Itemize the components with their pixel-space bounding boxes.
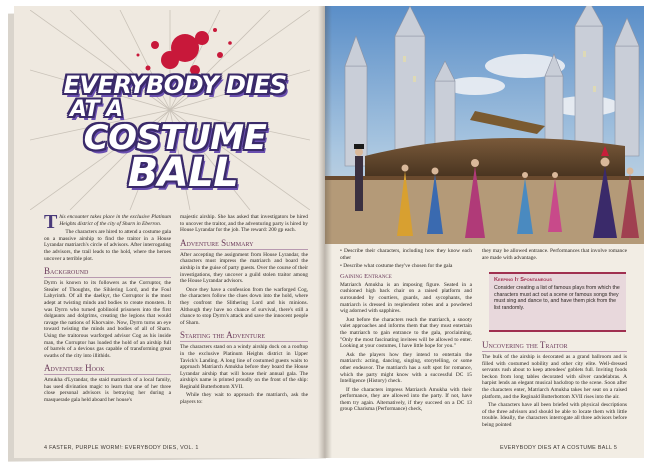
intro-paragraph: This encounter takes place in the exclusive Platinum Heights district of the city of Sharn in Eberron. <box>44 211 171 233</box>
drop-cap: T <box>44 211 58 233</box>
right-column-2 <box>482 248 627 263</box>
paragraph: Amukha d'Lyrandar, the staid matriarch of a local family, has used divination magic to learn that one of her three close personal advisors is betraying her during a masquerade gala held aboard her house's <box>44 377 171 404</box>
left-column-2 <box>180 214 308 408</box>
title-line-3: COSTUME <box>83 118 267 158</box>
adventure-title <box>60 71 290 196</box>
left-page-footer: 4 FASTER, PURPLE WORM!: EVERYBODY DIES, VOL. 1 <box>44 445 199 451</box>
right-column-1 <box>340 248 472 415</box>
heading-adventure-summary: Adventure Summary <box>180 238 308 250</box>
sidebar-title: Keeping It Spontaneous <box>494 277 552 283</box>
heading-starting-adventure: Starting the Adventure <box>180 330 308 342</box>
left-column-1 <box>44 211 171 406</box>
heading-adventure-hook: Adventure Hook <box>44 363 171 375</box>
right-page-footer: EVERYBODY DIES AT A COSTUME BALL 5 <box>500 445 618 451</box>
ballroom-airship-illustration <box>325 6 644 244</box>
bullet-item: • Describe what costume they've chosen for the gala <box>340 263 453 270</box>
paragraph: majestic airship. She has asked that investigators be hired to uncover the traitor, and the adventuring party is hired by House Lyrandar for the job. The reward: 200 gp each. <box>180 214 308 234</box>
paragraph: Ask the players how they intend to entertain the matriarch: acting, dancing, singing, storytelling, or some other endeavor. The matriarch has a soft spot for romance, which the party might know with a successful DC 15 Intelligence (History) check. <box>340 351 472 385</box>
heading-uncovering-traitor: Uncovering the Traitor <box>482 340 627 352</box>
heading-gaining-entrance: Gaining Entrance <box>340 272 392 280</box>
paragraph: The characters have all been briefed with physical descriptions of the three advisors and should be able to locate them with little trouble. Ideally, the characters interrogate all three advisors before being pointed <box>482 402 627 428</box>
paragraph: If the characters impress Matriarch Amukha with their performance, they are allowed into the party. If not, have them try again. Alternatively, if they succeed on a DC 13 group Charisma (Performance) check, <box>340 386 472 413</box>
right-column-2-lower <box>482 336 627 431</box>
paragraph: The characters are hired to attend a costume gala on a massive airship to find the traitor in a House Lyrandar matriarch's circle of advisors. After interrogating the advisors, the trail leads to the hold, where the heroes uncover a terrible plot. <box>44 229 171 262</box>
paragraph: Just before the characters reach the matriarch, a snooty valet approaches and informs them that they must entertain the matriarch to gain entrance to the gala, proclaiming, "Only the most fascinating invitees will be allowed to enter. Looking at your costumes, I have little hope for you." <box>340 316 472 350</box>
title-line-4: BALL <box>127 150 239 196</box>
paragraph: Matriarch Amukha is an imposing figure. Seated in a cushioned high back chair on a raised platform and surrounded by courtiers, guards, and sycophants, the matriarch is dressed in resplendent robes and a powdered wig adorned with sapphires. <box>340 281 472 315</box>
book-gutter <box>318 6 332 458</box>
bullet-item: • Describe their characters, including how they know each other <box>340 248 472 261</box>
paragraph: After accepting the assignment from House Lyrandar, the characters must impress the matriarch and board the airship in the guise of party guests. Over the course of their investigations, they uncover a guild stolen traitor among the House Lyrandar advisors. <box>180 251 308 285</box>
paragraph: The bulk of the airship is decorated as a grand ballroom and is filled with costumed nobility and other city elite. Well-dressed servants rush about to keep attendees' goblets full. Inviting foods beckon from long tables decorated with silver candelabras. A harpist lends an elegant musical backdrop to the scene. Soon after the characters enter, Matriarch Amukha takes her seat on a raised platform, and the Reginald Butterbottom XVII rises into the air. <box>482 354 627 400</box>
title-line-2: AT A <box>70 97 123 122</box>
paragraph: Once they have a confession from the warforged Cog, the characters follow the clues down into the hold, where they confront the Slithering Lord and his minions. Although they have no chance of survival, there's still a chance to stop Dyrrn's attack and save the innocent people of Sharn. <box>180 286 308 326</box>
paragraph: The characters stand on a windy airship dock on a rooftop in the exclusive Platinum Heights district in Upper Tavick's Landing. A long line of costumed guests waits to approach Matriarch Amukha before they board the House Lyrandar airship that will house their annual gala. The airship's name is printed proudly on the front of the ship: Reginald Butterbottom XVII. <box>180 344 308 390</box>
title-line-1: EVERYBODY DIES <box>63 71 287 99</box>
paragraph: they may be allowed entrance. Performances that involve romance are made with advantage. <box>482 248 627 261</box>
heading-background: Background <box>44 266 171 278</box>
sidebar-body: Consider creating a list of famous plays from which the characters must act out a scene or famous songs they must sing and dance to, and have them pick from the list randomly. <box>494 285 620 311</box>
sidebar-keeping-spontaneous <box>489 272 626 332</box>
paragraph: Dyrrn is known to its followers as the Corruptor, the Stealer of Thoughts, the Sihlering Lord, and the Foul Labyrinth. Of all the daelkyr, the Corruptor is the most adept at twisting minds and bodies to create monsters. It was Dyrrn who turned goblinoid prisoners into the first dolgaunts and dolgrims, creating the legions that would ravage the nations of Khorvaire. Now, Dyrrn turns an eye toward twisting the minds and bodies of all of Sharn. Using the traitorous warforged advisor Cog as his inside man, the Corruptor has loaded the hold of an airship full of barrels of a devious gas capable of transforming great swaths of the city into illithids. <box>44 280 171 359</box>
paragraph: While they wait to approach the matriarch, ask the players to: <box>180 392 308 406</box>
